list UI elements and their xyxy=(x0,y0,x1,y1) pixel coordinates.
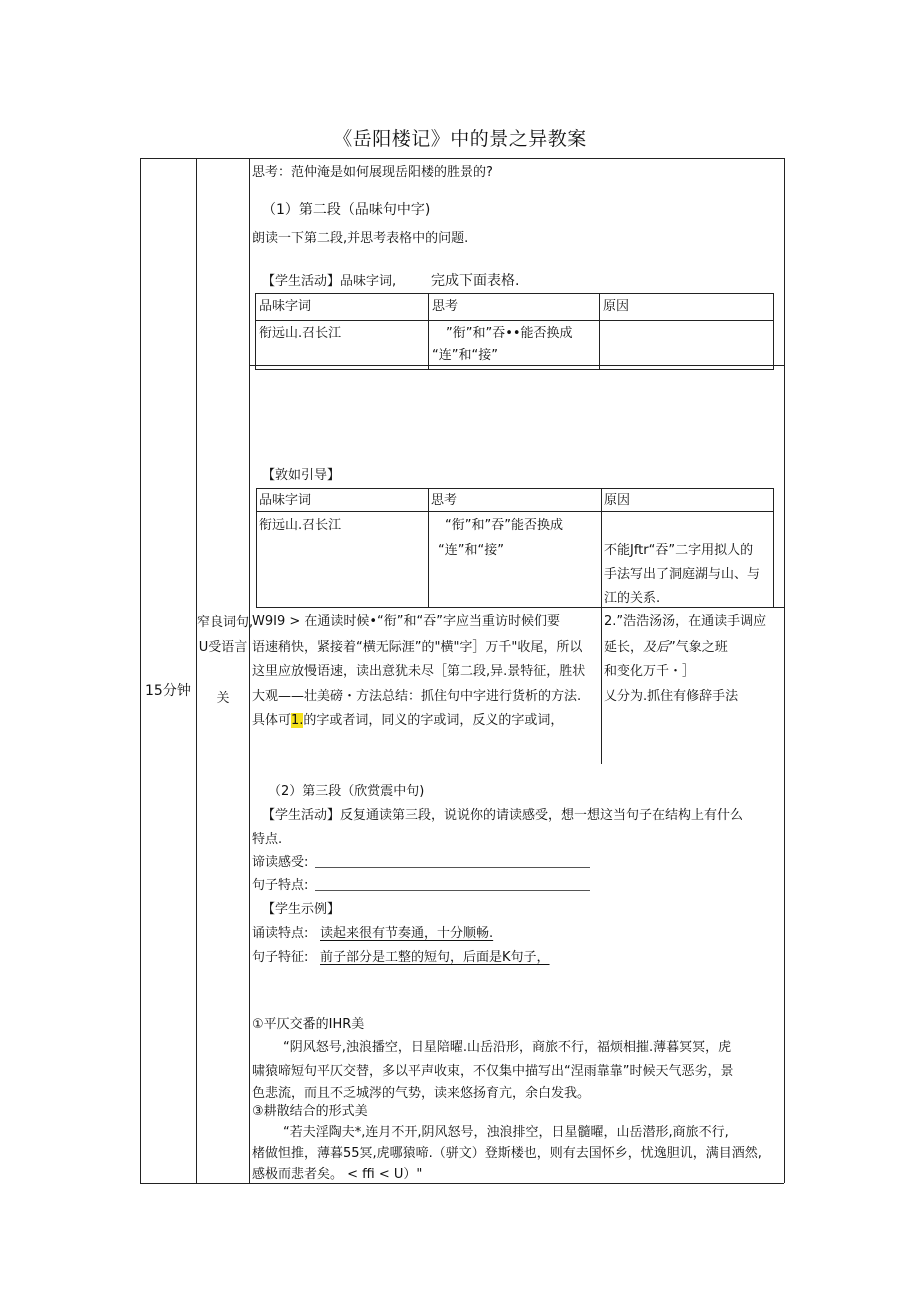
guide-header-words: 品味字词 xyxy=(259,493,312,508)
student-example-label: 【学生示例】 xyxy=(262,902,341,917)
example-reading-label: 诵读特点: xyxy=(252,926,309,941)
method-cell-line1: 窄良词句, xyxy=(197,615,254,630)
guide-reason-line1: 不能Jftr“吞”二字用拟人的 xyxy=(604,543,754,558)
document-title: 《岳阳楼记》中的景之异教案 xyxy=(333,128,587,150)
example-feature-text: 前子部分是工整的短句，后面是K句子， xyxy=(320,950,550,965)
reading-right-line4: 乂分为.抓住有修辞手法 xyxy=(604,689,739,704)
guide-reason-line2: 手法写出了洞庭湖与山、与 xyxy=(604,567,761,582)
guide-cell-words: 衔远山.召长江 xyxy=(259,518,342,533)
table-left-border xyxy=(140,158,141,1183)
student-activity-label: 【学生活动】品味字词, xyxy=(262,274,397,289)
table-cell xyxy=(429,321,600,370)
table-bottom-border xyxy=(140,1183,784,1184)
sentence-feature-blank[interactable] xyxy=(315,890,590,891)
col-divider-2 xyxy=(249,158,250,1183)
table-top-border xyxy=(140,158,784,159)
taste-words-table xyxy=(255,293,774,370)
highlighted-number: 1. xyxy=(291,713,304,728)
table-header-cell: 思考 xyxy=(429,294,600,321)
beauty-para2-line2: 楮做怛推，薄暮55冥,虎哪猿啼.（骈文）登斯楼也，则有去国怀乡，忧逸胆讥，满目酒然, xyxy=(252,1146,762,1161)
think-question: 思考：范仲淹是如何展现岳阳楼的胜景的? xyxy=(252,165,493,180)
guide-table-col2 xyxy=(601,488,602,764)
beauty-para2-line1: “若夫淫陶夫*,连月不开,阴风怒号，浊浪排空，日星髓曜，山岳潜形,商旅不行, xyxy=(283,1125,729,1140)
table-header-cell: 品味字词 xyxy=(256,294,429,321)
guide-cell-think-2: “连”和“接” xyxy=(438,543,504,558)
guide-header-think: 思考 xyxy=(431,493,458,508)
reading-italic-text: 及后 xyxy=(643,640,670,655)
section2-activity: 【学生活动】反复通读第三段，说说你的请读感受，想一想这当句子在结构上有什么 xyxy=(262,808,744,823)
read-instruction: 朗读一下第二段,并思考表格中的问题. xyxy=(252,231,469,246)
table-cell-line: ”衔”和”吞••能否换成 xyxy=(446,326,573,341)
beauty-para1-line3: 色悲流，而且不乏城涔的气势，读来悠扬育亢，余白发我。 xyxy=(252,1086,591,1101)
beauty-para1-line2: 啸猿啼短句平仄交替，多以平声收束，不仅集中描写出“涅雨靠靠”时候天气恶劣，景 xyxy=(252,1064,734,1079)
col-divider-1 xyxy=(196,158,197,1183)
guide-reason-line3: 江的关系. xyxy=(604,591,661,606)
reading-text: 具体可 xyxy=(252,713,292,728)
section2-heading: （2）第三段（欣赏震中句) xyxy=(268,784,425,799)
guide-table-top xyxy=(256,488,774,489)
reading-text: 延长， xyxy=(604,640,644,655)
reading-right-line3: 和变化万千・］ xyxy=(604,664,696,679)
table-right-border xyxy=(784,158,785,1183)
reading-left-line2: 语速稍快，紧接着“横无际涯”的"横"字］万千"收尾，所以 xyxy=(252,640,583,655)
sentence-feature-label: 句子特点: xyxy=(252,878,309,893)
method-cell-line3: 关 xyxy=(216,691,230,706)
section1-heading: （1）第二段（品味句中字) xyxy=(262,202,431,218)
reading-left-line1: W9I9 > 在通读时候•“衔”和“吞”字应当重访时候们要 xyxy=(252,614,560,629)
reading-left-line3: 这里应放慢语速，读出意犹未尽［第二段,异.景特征，胜状 xyxy=(252,664,586,679)
teacher-guide-label: 【敦如引导】 xyxy=(262,468,341,483)
time-cell: 15分钟 xyxy=(145,683,191,699)
row-separator xyxy=(249,365,784,366)
guide-header-reason: 原因 xyxy=(604,493,631,508)
reading-feel-label: 谛读感受: xyxy=(252,855,309,870)
method-cell-line2: U受语言 xyxy=(198,640,248,655)
reading-left-line5 xyxy=(252,713,563,729)
reading-text: ”气象之班 xyxy=(669,640,728,655)
beauty-heading-1: ①平仄交番的IHR美 xyxy=(252,1017,365,1032)
table-cell xyxy=(600,321,774,370)
guide-table-right xyxy=(773,488,774,607)
reading-feel-blank[interactable] xyxy=(315,867,590,868)
reading-right-line1: 2.”浩浩汤汤，在通读手调应 xyxy=(604,614,767,629)
beauty-heading-2: ③耕散结合的形式美 xyxy=(252,1104,368,1119)
section2-activity-cont: 特点. xyxy=(252,832,283,847)
reading-text: 的字或者词，同义的字或词，反义的字或词， xyxy=(303,713,564,728)
beauty-para1-line1: “阴风怒号,浊浪播空，日星陪曜.山岳沿形，商旅不行，福烦相摧.薄暮冥冥，虎 xyxy=(283,1040,732,1055)
table-header-cell: 原因 xyxy=(600,294,774,321)
student-activity-task: 完成下面表格. xyxy=(431,273,520,289)
table-cell-line: “连”和“接” xyxy=(432,348,498,363)
table-cell: 衔远山.召长江 xyxy=(256,321,429,370)
table-row xyxy=(256,321,774,370)
example-feature-label: 句子特征: xyxy=(252,950,309,965)
example-reading-text: 读起来很有节奏通，十分顺畅. xyxy=(320,926,494,941)
guide-table-mid xyxy=(256,511,774,512)
guide-table-col1 xyxy=(428,488,429,607)
guide-cell-think-1: “衔”和”吞”能否换成 xyxy=(445,518,563,533)
reading-left-line4: 大观——壮美磅・方法总结：抓住句中字进行货析的方法. xyxy=(252,689,582,704)
table-row xyxy=(256,294,774,321)
beauty-para2-line3: 感极而悲者矣。 < ffi < U）" xyxy=(252,1167,423,1182)
guide-table-bottom xyxy=(256,607,784,608)
guide-table-left xyxy=(256,488,257,607)
reading-right-line2 xyxy=(604,640,728,656)
